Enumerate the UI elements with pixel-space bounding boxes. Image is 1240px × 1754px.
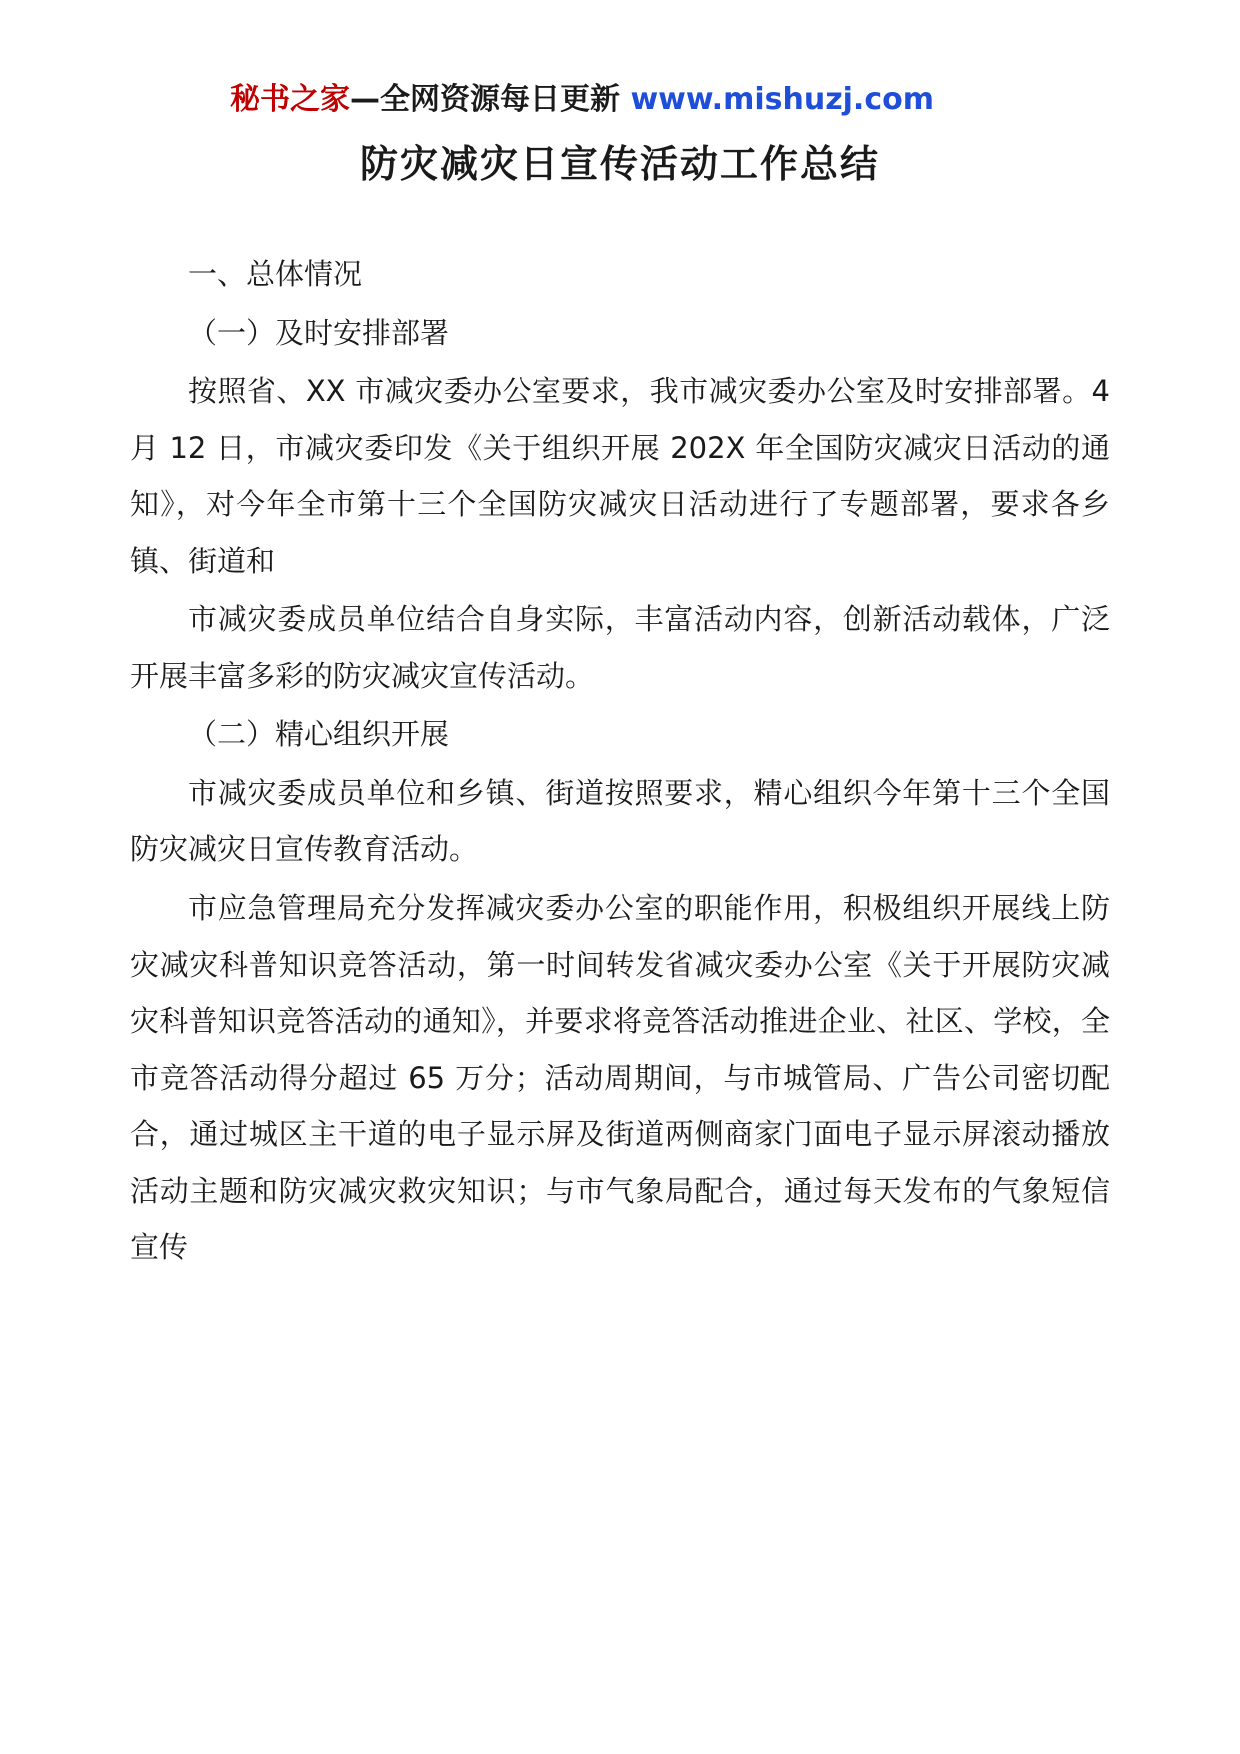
paragraph: 市减灾委成员单位和乡镇、街道按照要求，精心组织今年第十三个全国防灾减灾日宣传教育活动。 xyxy=(130,775,1110,867)
page-title: 防灾减灾日宣传活动工作总结 xyxy=(359,142,880,186)
paragraph: 按照省、XX 市减灾委办公室要求，我市减灾委办公室及时安排部署。4 月 12 日，市减灾委印发《关于组织开展 202X 年全国防灾减灾日活动的通知》，对今年全市第十三个全国防灾减灾日活动进行了专题部署，要求各乡镇、街道和 xyxy=(130,374,1110,578)
watermark-brand: 秘书之家 xyxy=(230,82,350,117)
watermark-tagline: —全网资源每日更新 xyxy=(350,82,631,117)
site-watermark xyxy=(230,80,1110,119)
paragraph: 一、总体情况 xyxy=(188,257,363,291)
paragraph: 市应急管理局充分发挥减灾委办公室的职能作用，积极组织开展线上防灾减灾科普知识竞答活动，第一时间转发省减灾委办公室《关于开展防灾减灾科普知识竞答活动的通知》，并要求将竞答活动推进企业、社区、学校，全市竞答活动得分超过 65 万分；活动周期间，与市城管局、广告公司密切配合，通过城区主干道的电子显示屏及街道两侧商家门面电子显示屏滚动播放活动主题和防灾减灾救灾知识；与市气象局配合，通过每天发布的气象短信宣传 xyxy=(130,891,1110,1265)
watermark-url[interactable]: www.mishuzj.com xyxy=(630,82,934,117)
document-body xyxy=(130,246,1110,1276)
paragraph: （一）及时安排部署 xyxy=(188,315,450,350)
paragraph: 市减灾委成员单位结合自身实际，丰富活动内容，创新活动载体，广泛开展丰富多彩的防灾减灾宣传活动。 xyxy=(130,602,1110,693)
paragraph: （二）精心组织开展 xyxy=(188,717,450,752)
